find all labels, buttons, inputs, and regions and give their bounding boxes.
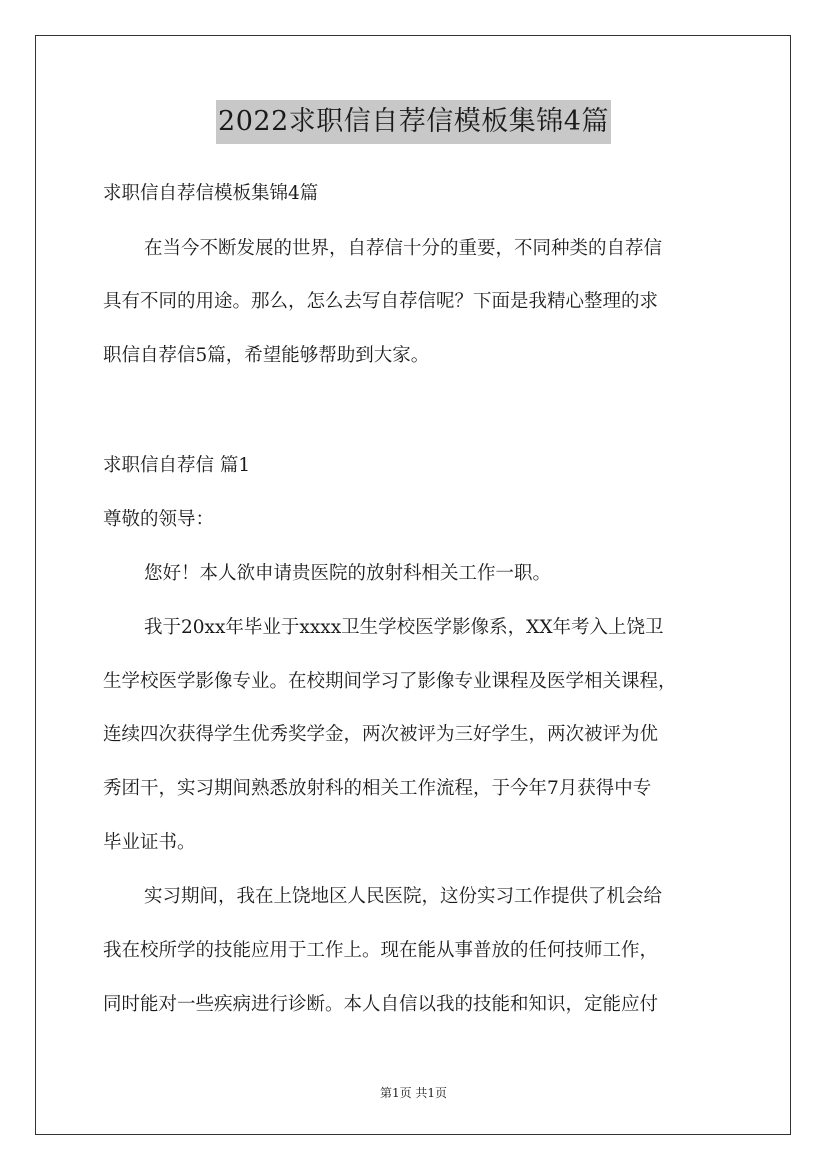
paragraph-line: 您好！本人欲申请贵医院的放射科相关工作一职。 xyxy=(144,563,552,584)
salutation: 尊敬的领导： xyxy=(103,509,215,530)
paragraph-line: 生学校医学影像专业。在校期间学习了影像专业课程及医学相关课程， xyxy=(103,671,677,692)
paragraph-line: 毕业证书。 xyxy=(103,832,196,853)
paragraph-line: 我于20xx年毕业于xxxx卫生学校医学影像系，XX年考入上饶卫 xyxy=(144,617,664,638)
paragraph-line: 我在校所学的技能应用于工作上。现在能从事普放的任何技师工作， xyxy=(103,940,659,961)
subtitle-line: 求职信自荐信模板集锦4篇 xyxy=(103,183,319,204)
page-number: 第1页 共1页 xyxy=(379,1086,448,1100)
section-heading: 求职信自荐信 篇1 xyxy=(103,455,251,476)
document-title: 2022求职信自荐信模板集锦4篇 xyxy=(216,100,611,144)
paragraph-line: 秀团干，实习期间熟悉放射科的相关工作流程，于今年7月获得中专 xyxy=(103,778,652,799)
paragraph-line: 同时能对一些疾病进行诊断。本人自信以我的技能和知识，定能应付 xyxy=(103,994,659,1015)
paragraph-line: 具有不同的用途。那么，怎么去写自荐信呢？下面是我精心整理的求 xyxy=(103,291,659,312)
paragraph-line: 在当今不断发展的世界，自荐信十分的重要，不同种类的自荐信 xyxy=(144,238,663,259)
paragraph-line: 实习期间，我在上饶地区人民医院，这份实习工作提供了机会给 xyxy=(144,886,663,907)
paragraph-line: 连续四次获得学生优秀奖学金，两次被评为三好学生，两次被评为优 xyxy=(103,724,659,745)
paragraph-line: 职信自荐信5篇，希望能够帮助到大家。 xyxy=(103,345,430,366)
